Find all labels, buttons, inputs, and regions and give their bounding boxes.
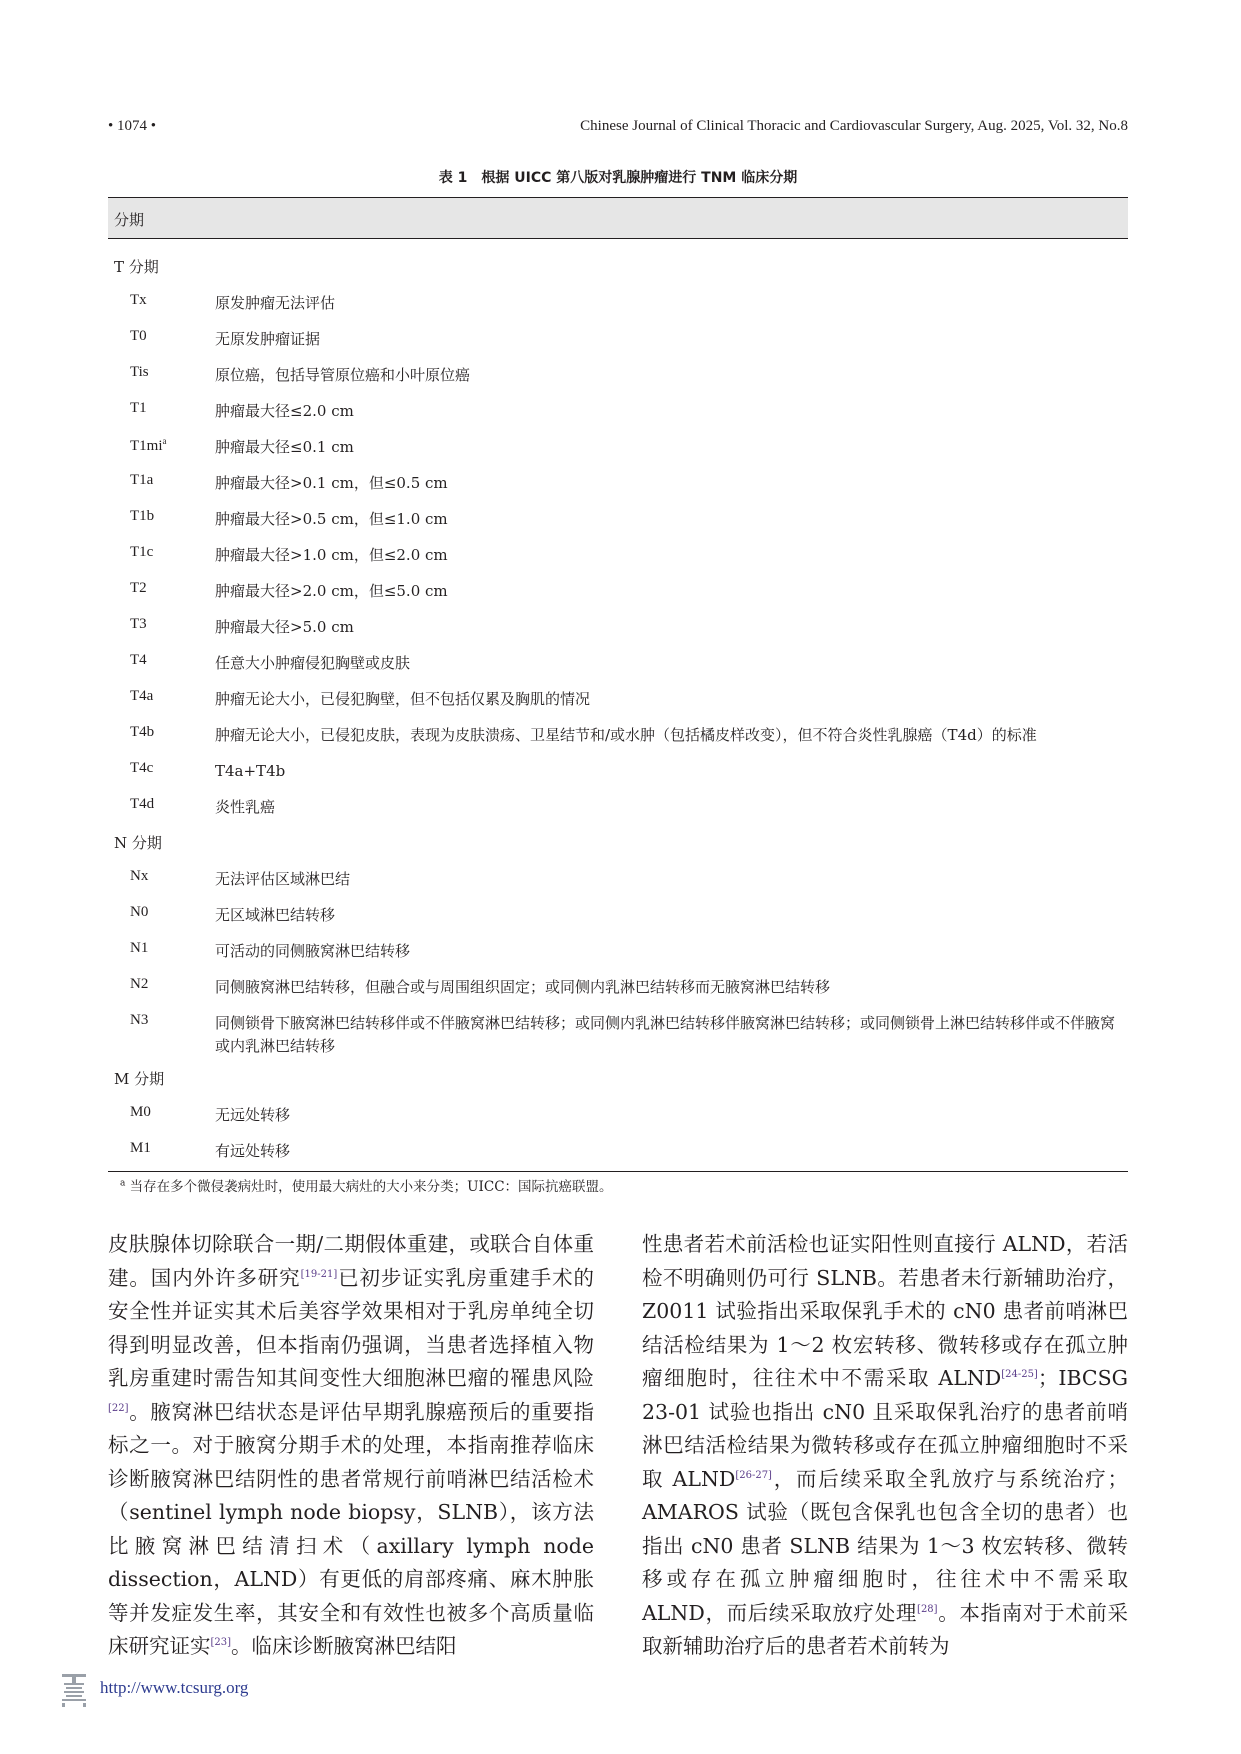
table-row xyxy=(108,643,1128,679)
stage-code-text: Tx xyxy=(130,292,147,308)
table-row xyxy=(108,859,1128,895)
tnm-staging-table xyxy=(108,197,1128,1172)
table-row xyxy=(108,319,1128,355)
body-text: 。临床诊断腋窝淋巴结阳 xyxy=(231,1634,457,1658)
stage-code xyxy=(130,796,154,813)
stage-code-text: N2 xyxy=(130,976,149,992)
table-group-row xyxy=(108,823,1128,859)
stage-code-text: T1mi xyxy=(130,438,163,454)
table-group-row xyxy=(108,1059,1128,1095)
table-row xyxy=(108,715,1128,751)
footnote-text: 当存在多个微侵袭病灶时，使用最大病灶的大小来分类；UICC：国际抗癌联盟。 xyxy=(129,1179,613,1195)
citation-ref: [26-27] xyxy=(735,1469,772,1481)
group-label: T 分期 xyxy=(114,258,159,276)
table-row xyxy=(108,967,1128,1003)
body-paragraph xyxy=(642,1228,1128,1664)
stage-code xyxy=(130,400,147,417)
footnote-mark: a xyxy=(162,436,167,446)
citation-ref: [22] xyxy=(108,1402,129,1414)
stage-code-text: N0 xyxy=(130,904,149,920)
table-row xyxy=(108,355,1128,391)
stage-description: 可活动的同侧腋窝淋巴结转移 xyxy=(215,942,411,960)
table-row xyxy=(108,679,1128,715)
body-column-right xyxy=(642,1228,1128,1664)
stage-description: 炎性乳癌 xyxy=(215,798,276,816)
table-row xyxy=(108,607,1128,643)
table-row xyxy=(108,1095,1128,1131)
body-text: ，而后续采取全乳放疗与系统治疗；AMAROS 试验（既包含保乳也包含全切的患者）也指出 cN0 患者 SLNB 结果为 1～3 枚宏转移、微转移或存在孤立肿瘤细胞时，往往术中不需采取 ALND，而后续采取放疗处理 xyxy=(642,1466,1129,1625)
table-row xyxy=(108,751,1128,787)
stage-description: 肿瘤最大径≤2.0 cm xyxy=(215,402,354,420)
table-row xyxy=(108,931,1128,967)
table-footnote xyxy=(120,1175,613,1195)
stage-description: T4a+T4b xyxy=(215,762,286,780)
table-row xyxy=(108,571,1128,607)
stage-code-text: Nx xyxy=(130,868,149,884)
footnote-mark: a xyxy=(120,1178,126,1189)
stage-code xyxy=(130,580,147,597)
stage-code xyxy=(130,688,153,705)
table-header-row xyxy=(108,197,1128,239)
group-label: M 分期 xyxy=(114,1070,165,1088)
stage-description: 无远处转移 xyxy=(215,1106,291,1124)
table-row xyxy=(108,1131,1128,1167)
stage-code xyxy=(130,652,147,669)
stage-code-text: T1 xyxy=(130,400,147,416)
stage-code xyxy=(130,436,167,455)
stage-code-text: T4b xyxy=(130,724,155,740)
stage-code-text: T1a xyxy=(130,472,154,488)
stage-description: 肿瘤最大径>1.0 cm，但≤2.0 cm xyxy=(215,546,448,564)
journal-citation: Chinese Journal of Clinical Thoracic and Cardiovascular Surgery, Aug. 2025, Vol. 32, No.8 xyxy=(580,118,1128,134)
stage-code xyxy=(130,1140,151,1157)
table-row xyxy=(108,283,1128,319)
stage-code xyxy=(130,1012,148,1029)
citation-ref: [28] xyxy=(917,1603,938,1615)
body-text: 已初步证实乳房重建手术的安全性并证实其术后美容学效果相对于乳房单纯全切得到明显改善，但本指南仍强调，当患者选择植入物乳房重建时需告知其间变性大细胞淋巴瘤的罹患风险 xyxy=(108,1265,595,1390)
stage-code xyxy=(130,616,147,633)
body-text: 皮肤腺体切除联合一期/二期假体重建，或联合自体重建。国内外许多研究 xyxy=(108,1232,594,1290)
stage-description: 肿瘤最大径≤0.1 cm xyxy=(215,438,354,456)
body-text: 。腋窝淋巴结状态是评估早期乳腺癌预后的重要指标之一。对于腋窝分期手术的处理，本指南推荐临床诊断腋窝淋巴结阴性的患者常规行前哨淋巴结活检术（sentinel lymph node biopsy，SLNB），该方法比腋窝淋巴结清扫术（axillary lymph node dissection，ALND）有更低的肩部疼痛、麻木肿胀等并发症发生率，其安全和有效性也被多个高质量临床研究证实 xyxy=(108,1399,594,1658)
body-text: 。本指南对于术前采取新辅助治疗后的患者若术前转为 xyxy=(642,1600,1129,1658)
stage-code-text: T3 xyxy=(130,616,147,632)
table-title: 表 1 根据 UICC 第八版对乳腺肿瘤进行 TNM 临床分期 xyxy=(438,170,798,186)
stage-code-text: N3 xyxy=(130,1012,149,1028)
citation-ref: [24-25] xyxy=(1001,1369,1038,1381)
stage-description: 任意大小肿瘤侵犯胸壁或皮肤 xyxy=(215,654,411,672)
running-header xyxy=(108,118,1128,142)
stage-code-text: Tis xyxy=(130,364,149,380)
table-row xyxy=(108,427,1128,463)
stage-code xyxy=(130,292,147,309)
stage-code-text: T4c xyxy=(130,760,154,776)
stage-description: 同侧腋窝淋巴结转移，但融合或与周围组织固定；或同侧内乳淋巴结转移而无腋窝淋巴结转移 xyxy=(215,978,831,996)
stage-description: 肿瘤最大径>5.0 cm xyxy=(215,618,354,636)
citation-ref: [23] xyxy=(210,1637,232,1649)
stage-description: 肿瘤最大径>2.0 cm，但≤5.0 cm xyxy=(215,582,448,600)
stage-code xyxy=(130,904,148,921)
stage-code-text: T4 xyxy=(130,652,147,668)
stage-description: 原发肿瘤无法评估 xyxy=(215,294,336,312)
stage-code xyxy=(130,328,147,345)
stage-description: 无法评估区域淋巴结 xyxy=(215,870,351,888)
stage-description: 无区域淋巴结转移 xyxy=(215,906,336,924)
stage-code xyxy=(130,472,153,489)
table-row xyxy=(108,499,1128,535)
stage-code xyxy=(130,364,149,381)
citation-ref: [19-21] xyxy=(300,1268,338,1280)
stage-description: 有远处转移 xyxy=(215,1142,291,1160)
stage-code-text: T1b xyxy=(130,508,155,524)
stage-code-text: T1c xyxy=(130,544,154,560)
stage-code xyxy=(130,508,154,525)
table-body xyxy=(108,239,1128,1172)
stage-code xyxy=(130,868,148,885)
table-group-row xyxy=(108,247,1128,283)
stage-code-text: T4d xyxy=(130,796,155,812)
stage-code xyxy=(130,544,153,561)
table-header-cell: 分期 xyxy=(114,211,145,229)
table-row xyxy=(108,1003,1128,1059)
stage-description: 肿瘤最大径>0.5 cm，但≤1.0 cm xyxy=(215,510,448,528)
page-number: • 1074 • xyxy=(108,118,157,134)
table-row xyxy=(108,391,1128,427)
stage-code xyxy=(130,940,148,957)
stage-code-text: T0 xyxy=(130,328,147,344)
stage-description: 肿瘤无论大小，已侵犯皮肤，表现为皮肤溃疡、卫星结节和/或水肿（包括橘皮样改变），但不符合炎性乳腺癌（T4d）的标准 xyxy=(215,726,1037,744)
group-label: N 分期 xyxy=(114,834,162,852)
table-row xyxy=(108,463,1128,499)
stage-code xyxy=(130,724,154,741)
stage-code-text: N1 xyxy=(130,940,149,956)
stage-code-text: M1 xyxy=(130,1140,151,1156)
stage-code-text: M0 xyxy=(130,1104,151,1120)
journal-url[interactable]: http://www.tcsurg.org xyxy=(100,1678,249,1697)
journal-logo-icon xyxy=(60,1672,88,1708)
stage-description: 肿瘤最大径>0.1 cm，但≤0.5 cm xyxy=(215,474,448,492)
stage-description: 肿瘤无论大小，已侵犯胸壁，但不包括仅累及胸肌的情况 xyxy=(215,690,591,708)
table-row xyxy=(108,787,1128,823)
body-text: 性患者若术前活检也证实阳性则直接行 ALND，若活检不明确则仍可行 SLNB。若患者未行新辅助治疗，Z0011 试验指出采取保乳手术的 cN0 患者前哨淋巴结活检结果为 1～2 枚宏转移、微转移或存在孤立肿瘤细胞时，往往术中不需采取 ALND xyxy=(642,1232,1128,1390)
body-text: ；IBCSG 23-01 试验也指出 cN0 且采取保乳治疗的患者前哨淋巴结活检结果为微转移或存在孤立肿瘤细胞时不采取 ALND xyxy=(642,1366,1128,1491)
table-row xyxy=(108,895,1128,931)
body-paragraph xyxy=(108,1228,594,1664)
stage-code xyxy=(130,760,153,777)
stage-code xyxy=(130,976,148,993)
body-column-left xyxy=(108,1228,594,1664)
stage-description: 原位癌，包括导管原位癌和小叶原位癌 xyxy=(215,366,471,384)
stage-code-text: T4a xyxy=(130,688,154,704)
table-row xyxy=(108,535,1128,571)
stage-code-text: T2 xyxy=(130,580,147,596)
stage-code xyxy=(130,1104,151,1121)
stage-description: 同侧锁骨下腋窝淋巴结转移伴或不伴腋窝淋巴结转移；或同侧内乳淋巴结转移伴腋窝淋巴结转移；或同侧锁骨上淋巴结转移伴或不伴腋窝或内乳淋巴结转移 xyxy=(215,1014,1116,1055)
stage-description: 无原发肿瘤证据 xyxy=(215,330,321,348)
